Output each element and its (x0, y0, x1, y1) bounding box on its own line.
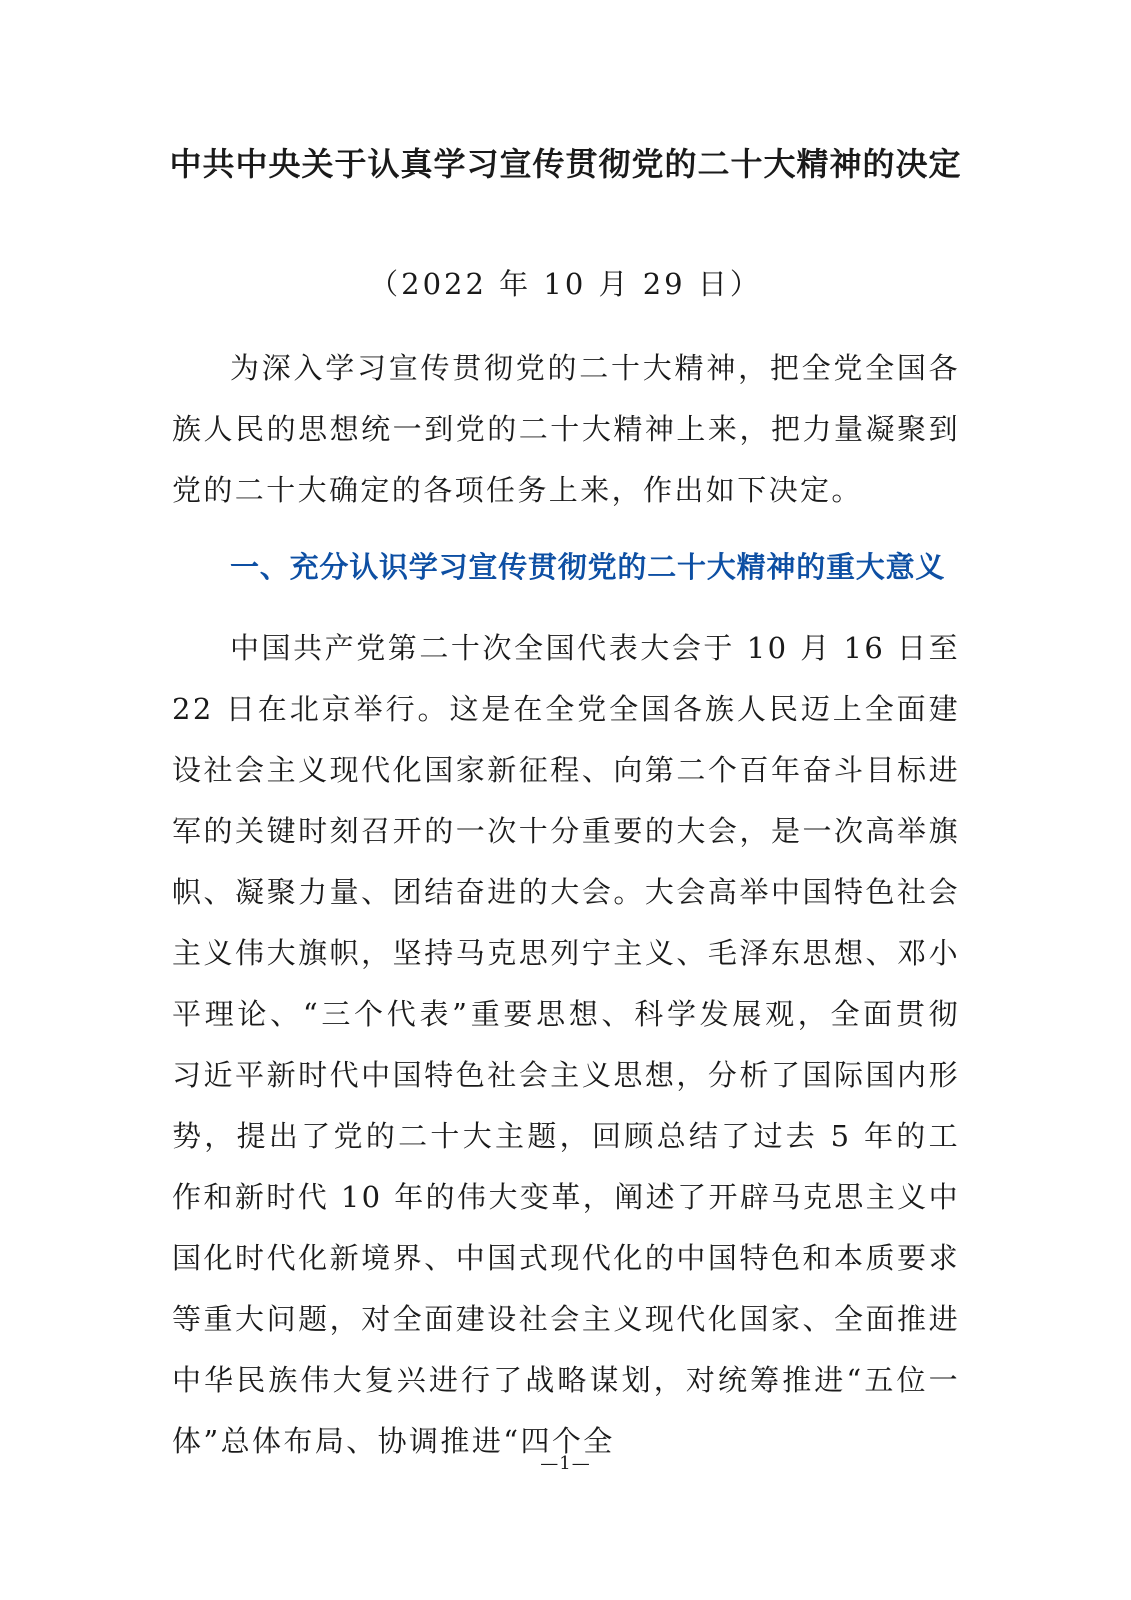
page-number: —1— (540, 1453, 591, 1474)
section-paragraph: 中国共产党第二十次全国代表大会于 10 月 16 日至 22 日在北京举行。这是在全党全国各族人民迈上全面建设社会主义现代化国家新征程、向第二个百年奋斗目标进军的关键时刻召开的一次十分重要的大会，是一次高举旗帜、凝聚力量、团结奋进的大会。大会高举中国特色社会主义伟大旗帜，坚持马克思列宁主义、毛泽东思想、邓小平理论、“三个代表”重要思想、科学发展观，全面贯彻习近平新时代中国特色社会主义思想，分析了国际国内形势，提出了党的二十大主题，回顾总结了过去 5 年的工作和新时代 10 年的伟大变革，阐述了开辟马克思主义中国化时代化新境界、中国式现代化的中国特色和本质要求等重大问题，对全面建设社会主义现代化国家、全面推进中华民族伟大复兴进行了战略谋划，对统筹推进“五位一体”总体布局、协调推进“四个全 (172, 631, 960, 1458)
document-date: （2022 年 10 月 29 日） (369, 267, 762, 301)
document-title: 中共中央关于认真学习宣传贯彻党的二十大精神的决定 (169, 145, 962, 183)
intro-paragraph: 为深入学习宣传贯彻党的二十大精神，把全党全国各族人民的思想统一到党的二十大精神上来，把力量凝聚到党的二十大确定的各项任务上来，作出如下决定。 (172, 351, 960, 507)
section-heading: 一、充分认识学习宣传贯彻党的二十大精神的重大意义 (230, 550, 946, 584)
